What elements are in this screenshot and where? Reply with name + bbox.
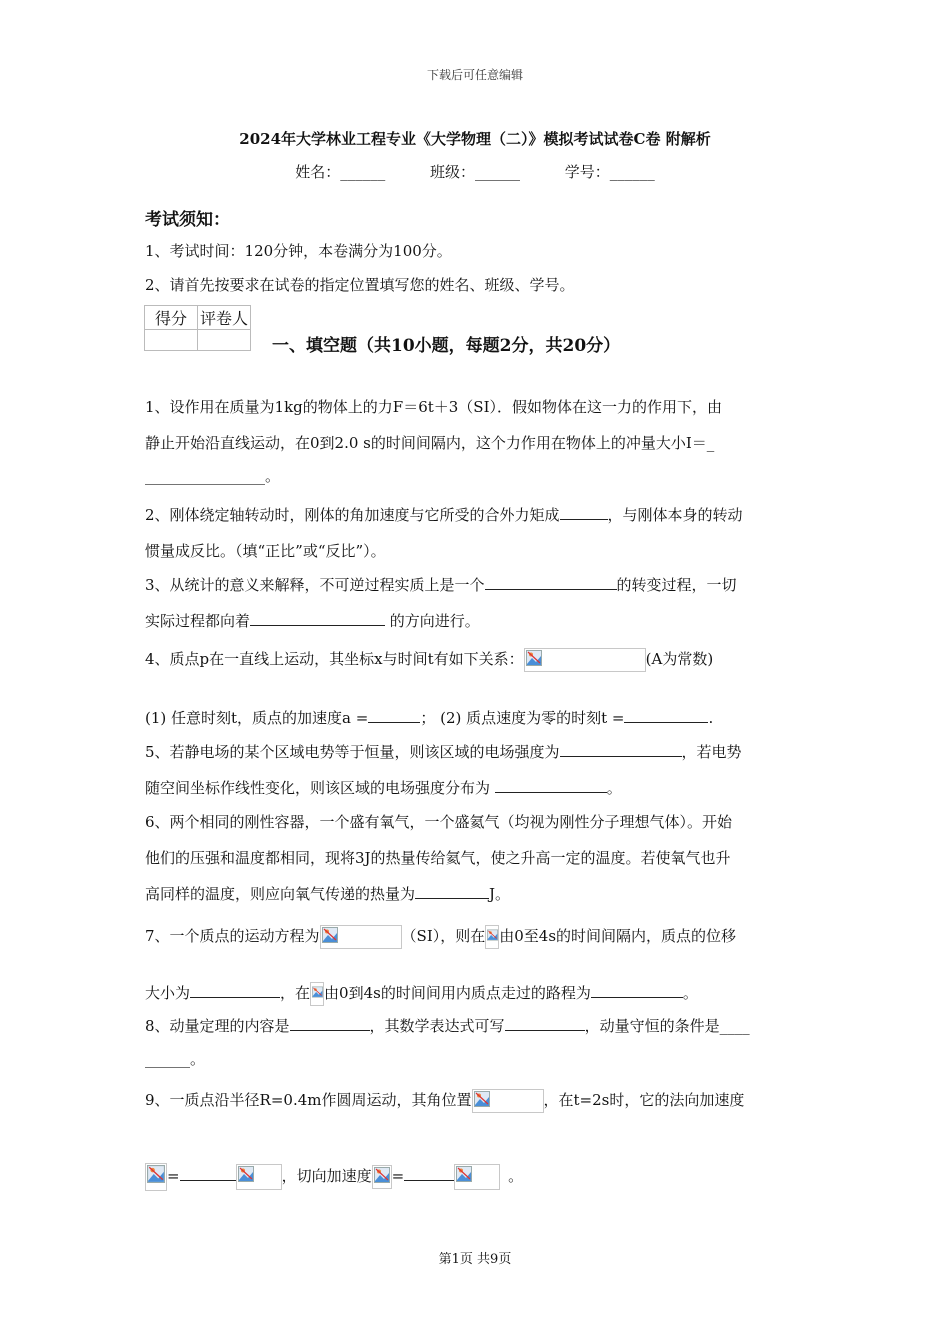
answer-blank	[190, 997, 280, 998]
grader-cell	[198, 330, 251, 351]
question-4: 4、质点p在一直线上运动，其坐标x与时间t有如下关系： (A为常数)	[145, 641, 810, 677]
answer-blank	[560, 756, 682, 757]
question-6: 6、两个相同的刚性容器，一个盛有氧气，一个盛氦气（均视为刚性分子理想气体）。开始 他们的压强和温度都相同，现将3J的热量传给氦气，使之升高一定的温度。若使氧气也升 高同样的温度，则应向氧气传递的热量为 J。	[145, 813, 733, 903]
question-1: 1、设作用在质量为1kg的物体上的力F＝6t＋3（SI）．假如物体在这一力的作用下，由 静止开始沿直线运动，在0到2.0 s的时间间隔内，这个力作用在物体上的冲量大小I＝_ ________________。	[145, 398, 723, 485]
answer-blank	[485, 589, 617, 590]
notice-rule-2: 2、请首先按要求在试卷的指定位置填写您的姓名、班级、学号。	[145, 276, 575, 294]
student-info	[0, 161, 950, 182]
page-footer: 第1页 共9页	[438, 1252, 512, 1267]
answer-blank	[290, 1030, 370, 1031]
score-header: 得分	[145, 306, 198, 330]
formula-image-icon	[472, 1089, 544, 1113]
formula-image-icon	[454, 1164, 500, 1190]
notice-heading: 考试须知：	[145, 210, 230, 230]
score-cell	[145, 330, 198, 351]
answer-blank	[591, 997, 683, 998]
question-9-cont: = ，切向加速度 = 。	[145, 1158, 810, 1194]
grader-header: 评卷人	[198, 306, 251, 330]
score-table	[144, 305, 251, 351]
formula-image-icon	[236, 1164, 282, 1190]
section-title: 一、填空题（共10小题，每题2分，共20分）	[272, 336, 621, 356]
question-2: 2、刚体绕定轴转动时，刚体的角加速度与它所受的合外力矩成 ，与刚体本身的转动 惯量成反比。（填“正比”或“反比”）。	[145, 506, 743, 560]
formula-image-icon	[145, 1163, 167, 1191]
notice-rule-1: 1、考试时间：120分钟，本卷满分为100分。	[145, 242, 452, 260]
question-7: 7、一个质点的运动方程为 （SI），则在 由0至4s的时间间隔内，质点的位移	[145, 918, 810, 954]
question-8: 8、动量定理的内容是 ，其数学表达式可写 ，动量守恒的条件是____ ______。	[145, 1017, 750, 1068]
name-field: 姓名：______	[295, 163, 386, 181]
exam-title: 2024年大学林业工程专业《大学物理（二）》模拟考试试卷C卷 附解析	[239, 130, 711, 148]
formula-image-icon	[524, 648, 646, 672]
answer-blank	[368, 722, 420, 723]
answer-blank	[495, 792, 607, 793]
answer-blank	[415, 898, 489, 899]
question-3: 3、从统计的意义来解释，不可逆过程实质上是一个 的转变过程，一切 实际过程都向着 的方向进行。	[145, 576, 737, 630]
answer-blank	[624, 722, 708, 723]
page-header: 下载后可任意编辑	[426, 68, 523, 82]
question-5: 5、若静电场的某个区域电势等于恒量，则该区域的电场强度为 ，若电势 随空间坐标作线性变化，则该区域的电场强度分布为 。	[145, 743, 742, 797]
question-7-cont: 大小为 ，在 由0到4s的时间间用内质点走过的路程为 。	[145, 975, 810, 1011]
formula-image-icon	[320, 925, 402, 949]
question-4-parts: (1) 任意时刻t，质点的加速度a = ； (2) 质点速度为零的时刻t = .	[145, 709, 714, 727]
answer-blank	[560, 519, 608, 520]
answer-blank	[505, 1030, 585, 1031]
student-id-field: 学号：______	[564, 163, 655, 181]
answer-blank	[180, 1180, 236, 1181]
formula-image-icon	[372, 1165, 392, 1189]
formula-image-icon	[310, 982, 324, 1006]
answer-blank	[404, 1180, 454, 1181]
formula-image-icon	[485, 925, 499, 949]
question-9: 9、一质点沿半径R=0.4m作圆周运动，其角位置 ，在t=2s时，它的法向加速度	[145, 1082, 810, 1118]
answer-blank	[250, 625, 385, 626]
class-field: 班级：______	[429, 163, 520, 181]
